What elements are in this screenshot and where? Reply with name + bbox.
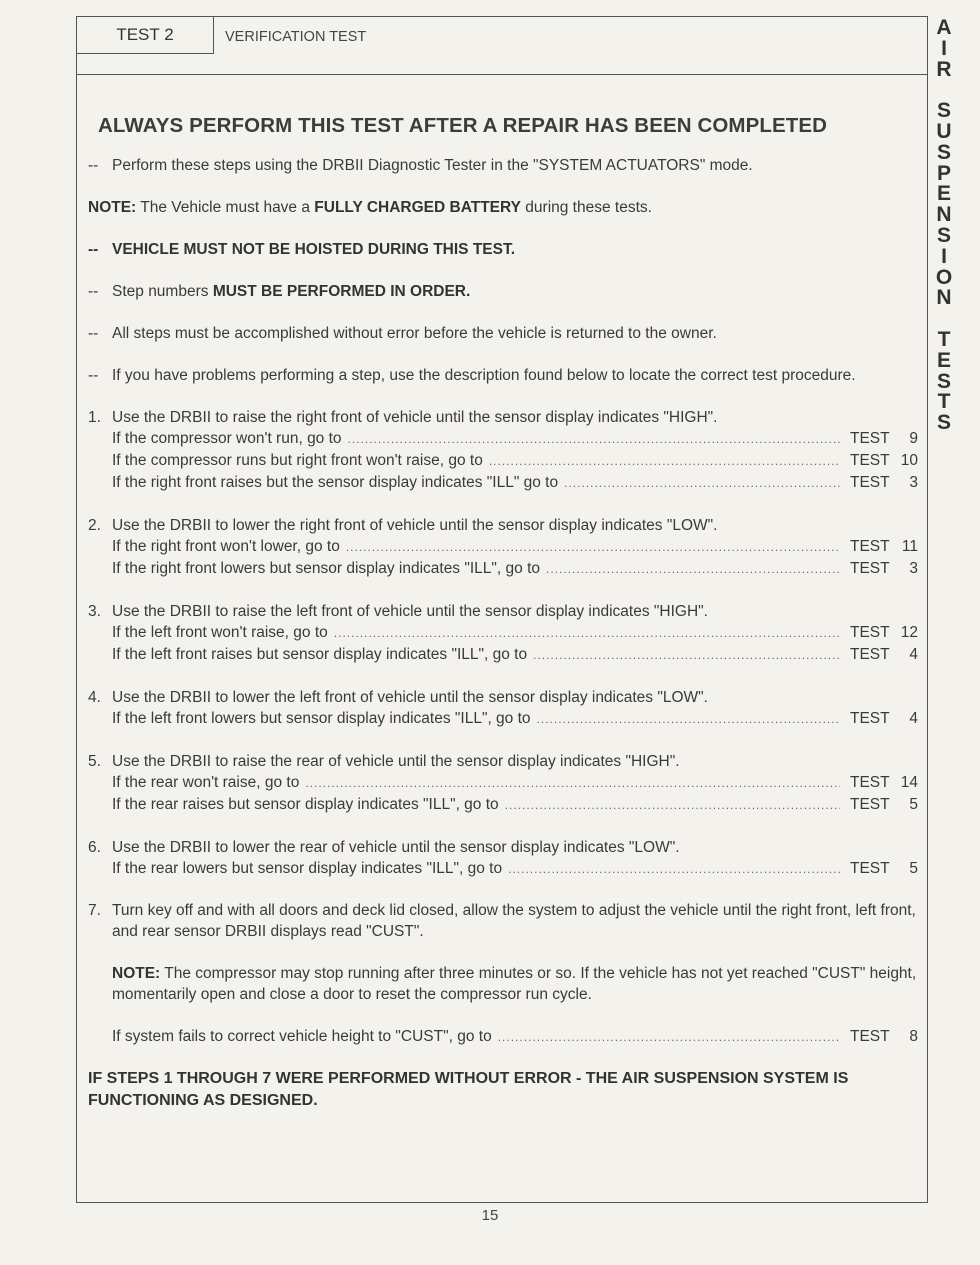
test-word: TEST (850, 430, 890, 447)
test-word: TEST (850, 538, 890, 555)
leader-dots (346, 537, 840, 558)
side-letter: N (936, 203, 952, 227)
side-letter: I (941, 244, 947, 268)
side-letter: S (936, 99, 951, 123)
note-text-end: during these tests. (520, 199, 652, 216)
step-number: 7. (88, 902, 101, 919)
note-label: NOTE: (112, 965, 161, 982)
side-letter (932, 309, 956, 330)
accomplish-text: All steps must be accomplished without error before the vehicle is returned to the owner. (112, 325, 717, 342)
reference-line (112, 622, 918, 644)
reference-text: If the rear won't raise, go to (112, 774, 300, 791)
step-number: 4. (88, 689, 101, 706)
test-word: TEST (850, 646, 890, 663)
side-letter: E (936, 182, 951, 206)
side-letter: S (936, 223, 951, 247)
test-reference (850, 644, 918, 665)
leader-dots (489, 451, 840, 472)
test-word: TEST (850, 474, 890, 491)
step-text: Use the DRBII to raise the rear of vehicle until the sensor display indicates "HIGH". (112, 753, 680, 770)
step-text: Use the DRBII to raise the left front of vehicle until the sensor display indicates "HIGH". (112, 603, 708, 620)
test-number: 3 (909, 474, 918, 491)
final-statement: IF STEPS 1 THROUGH 7 WERE PERFORMED WITHOUT ERROR - THE AIR SUSPENSION SYSTEM IS FUNCTIONING AS DESIGNED. (88, 1070, 849, 1109)
step-3 (88, 601, 918, 666)
side-letter: S (936, 369, 951, 393)
leader-dots (533, 645, 840, 666)
test-reference (850, 794, 918, 815)
side-letter: U (936, 119, 952, 143)
step-number: 2. (88, 517, 101, 534)
test-word: TEST (850, 710, 890, 727)
reference-text: If the left front won't raise, go to (112, 624, 328, 641)
test-word: TEST (850, 774, 890, 791)
side-tab-air-suspension-tests (932, 18, 956, 434)
test-reference (850, 450, 918, 471)
step-number: 1. (88, 409, 101, 426)
note-text: The Vehicle must have a (136, 199, 315, 216)
step-4 (88, 687, 918, 730)
leader-dots (305, 773, 840, 794)
test-reference (850, 1026, 918, 1047)
step-7-reference (112, 1026, 918, 1048)
step-number: 6. (88, 839, 101, 856)
order-emphasis: MUST BE PERFORMED IN ORDER. (212, 283, 471, 300)
test-number: 4 (909, 646, 918, 663)
problems-instruction (88, 365, 918, 386)
page-number: 15 (481, 1207, 499, 1224)
main-content (88, 114, 918, 1112)
test-number: 9 (909, 430, 918, 447)
test-word: TEST (850, 860, 890, 877)
reference-line (112, 450, 918, 472)
reference-line (112, 536, 918, 558)
side-letter: A (936, 16, 952, 39)
reference-text: If the rear raises but sensor display indicates "ILL", go to (112, 796, 499, 813)
steps-list (88, 407, 918, 880)
test-word: TEST (850, 452, 890, 469)
hoist-warning-text: VEHICLE MUST NOT BE HOISTED DURING THIS TEST. (112, 241, 516, 258)
test-number: 10 (900, 452, 918, 469)
test-reference (850, 428, 918, 449)
step-5 (88, 751, 918, 816)
reference-text: If the compressor runs but right front won't raise, go to (112, 452, 483, 469)
test-reference (850, 772, 918, 793)
step-1 (88, 407, 918, 494)
dash-marker: -- (88, 241, 99, 258)
reference-line (112, 772, 918, 794)
dash-marker: -- (88, 367, 99, 384)
compressor-note (112, 963, 918, 1005)
side-letter: T (937, 390, 951, 414)
side-letter: E (936, 348, 951, 372)
reference-text: If the left front lowers but sensor display indicates "ILL", go to (112, 710, 531, 727)
reference-line (112, 858, 918, 880)
battery-note (88, 197, 918, 218)
dash-marker: -- (88, 283, 99, 300)
reference-text: If the left front raises but sensor display indicates "ILL", go to (112, 646, 528, 663)
test-number: 3 (909, 560, 918, 577)
reference-text: If the right front won't lower, go to (112, 538, 340, 555)
test-reference (850, 558, 918, 579)
step-number: 3. (88, 603, 101, 620)
step-text: Use the DRBII to raise the right front of vehicle until the sensor display indicates "HIGH". (112, 409, 718, 426)
test-number: 14 (900, 774, 918, 791)
reference-text: If the compressor won't run, go to (112, 430, 342, 447)
accomplish-instruction (88, 323, 918, 344)
test-number: 11 (901, 538, 918, 555)
step-6 (88, 837, 918, 880)
reference-line (112, 644, 918, 666)
test-reference (850, 472, 918, 493)
leader-dots (564, 473, 840, 494)
leader-dots (334, 623, 840, 644)
step-text: Use the DRBII to lower the rear of vehicle until the sensor display indicates "LOW". (112, 839, 680, 856)
note-label: NOTE: (88, 199, 137, 216)
test-reference (850, 858, 918, 879)
note-text: The compressor may stop running after three minutes or so. If the vehicle has not yet reached "CUST" height, momentarily open and close a door to reset the compressor run cycle. (112, 965, 917, 1003)
test-reference (850, 536, 918, 557)
side-letter: T (937, 327, 951, 351)
reference-line (112, 472, 918, 494)
test-number: 4 (909, 710, 918, 727)
side-letter: I (941, 36, 947, 60)
header-row (77, 17, 927, 53)
dash-marker: -- (88, 157, 99, 174)
step-number: 5. (88, 753, 101, 770)
intro-text: Perform these steps using the DRBII Diagnostic Tester in the "SYSTEM ACTUATORS" mode. (112, 157, 753, 174)
test-reference (850, 708, 918, 729)
leader-dots (508, 859, 840, 880)
reference-line (112, 428, 918, 450)
leader-dots (537, 709, 840, 730)
test-word: TEST (850, 796, 890, 813)
test-number: 5 (909, 860, 918, 877)
note-emphasis: FULLY CHARGED BATTERY (314, 199, 521, 216)
side-letter: S (936, 140, 951, 164)
header-title: VERIFICATION TEST (225, 29, 367, 45)
reference-text: If the rear lowers but sensor display indicates "ILL", go to (112, 860, 503, 877)
test-word: TEST (850, 624, 890, 641)
page-heading: ALWAYS PERFORM THIS TEST AFTER A REPAIR HAS BEEN COMPLETED (98, 114, 828, 137)
side-letter: P (936, 161, 951, 185)
side-letter: N (936, 286, 952, 310)
step-7 (88, 900, 918, 1048)
leader-dots (505, 795, 840, 816)
leader-dots (348, 429, 840, 450)
step-text: Use the DRBII to lower the right front of vehicle until the sensor display indicates "LOW". (112, 517, 718, 534)
intro-line (88, 155, 918, 176)
test-number: 8 (909, 1028, 918, 1045)
step-2 (88, 515, 918, 580)
leader-dots (498, 1027, 840, 1048)
test-number: 12 (900, 624, 918, 641)
test-reference (850, 622, 918, 643)
reference-line (112, 794, 918, 816)
leader-dots (546, 559, 840, 580)
step-text: Turn key off and with all doors and deck lid closed, allow the system to adjust the vehicle until the right front, left front, and rear sensor DRBII displays read "CUST". (112, 902, 916, 940)
order-text: Step numbers (112, 283, 213, 300)
side-letter (932, 80, 956, 101)
header-divider (77, 74, 927, 75)
side-letter: S (936, 411, 951, 435)
reference-line (112, 708, 918, 730)
hoist-warning (88, 239, 918, 260)
reference-line (112, 558, 918, 580)
test-number: 5 (909, 796, 918, 813)
side-letter: R (936, 57, 952, 81)
reference-text: If system fails to correct vehicle height to "CUST", go to (112, 1028, 492, 1045)
side-letter: O (935, 265, 953, 289)
reference-text: If the right front lowers but sensor display indicates "ILL", go to (112, 560, 541, 577)
test-word: TEST (850, 1028, 890, 1045)
problems-text: If you have problems performing a step, use the description found below to locate the correct test procedure. (112, 367, 856, 384)
test-number-label: TEST 2 (77, 17, 214, 54)
step-text: Use the DRBII to lower the left front of vehicle until the sensor display indicates "LOW". (112, 689, 708, 706)
dash-marker: -- (88, 325, 99, 342)
test-word: TEST (850, 560, 890, 577)
reference-text: If the right front raises but the sensor display indicates "ILL" go to (112, 474, 559, 491)
order-instruction (88, 281, 918, 302)
